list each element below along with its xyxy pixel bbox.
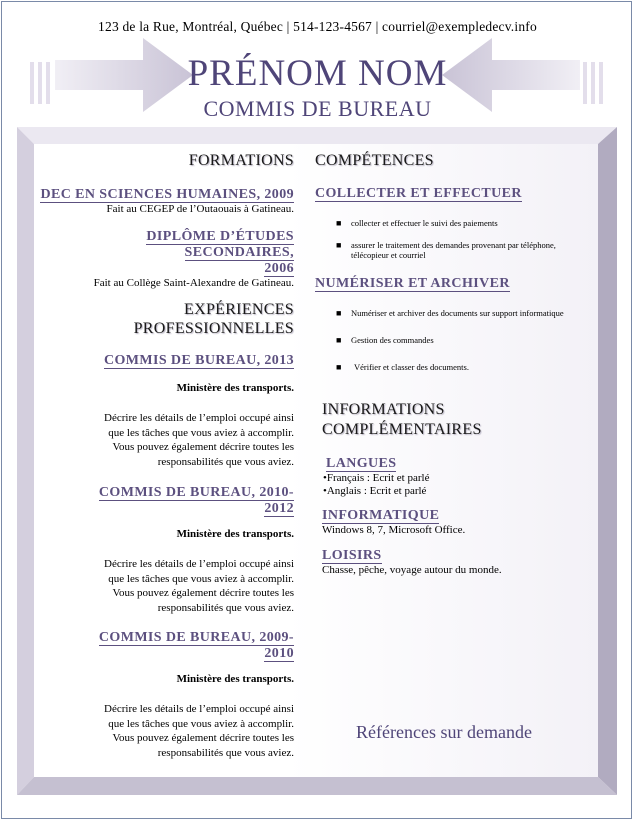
job-title: COMMIS DE BUREAU [203, 96, 432, 121]
skill-group-title: COLLECTER ET EFFECTUER [315, 186, 522, 201]
skill-group-title: NUMÉRISER ET ARCHIVER [315, 276, 510, 291]
job-entry [36, 485, 294, 615]
job-entry [36, 351, 294, 469]
bullet-icon: ■ [336, 240, 342, 250]
education-title: DEC EN SCIENCES HUMAINES, 2009 [40, 187, 294, 202]
skill-item: ■ collecter et effectuer le suivi des paiements [336, 218, 498, 228]
contact-line: 123 de la Rue, Montréal, Québec | 514-123-4567 | courriel@exempledecv.info [98, 19, 537, 34]
languages-title: LANGUES [326, 456, 397, 471]
skill-list [315, 218, 585, 260]
skill-list [315, 308, 585, 372]
it-section [322, 506, 585, 537]
job-description: Décrire les détails de l’emploi occupé ainsi que les tâches que vous aviez à accomplir. Vous pouvez également décrire toutes les responsabilités que vous aviez. [104, 558, 294, 614]
experience-heading: EXPÉRIENCES PROFESSIONNELLES [133, 301, 294, 337]
job-entry [36, 630, 294, 760]
bullet-icon: ■ [336, 362, 342, 372]
bullet-icon: ■ [336, 308, 342, 318]
left-column [36, 150, 294, 760]
it-text: Windows 8, 7, Microsoft Office. [322, 524, 466, 536]
skill-item: ■ Gestion des commandes [336, 335, 434, 345]
languages-section [323, 454, 585, 498]
job-description: Décrire les détails de l’emploi occupé ainsi que les tâches que vous aviez à accomplir. Vous pouvez également décrire toutes les responsabilités que vous aviez. [104, 703, 294, 759]
skill-item: ■ Vérifier et classer des documents. [336, 362, 469, 372]
right-column [315, 150, 585, 577]
job-title: COMMIS DE BUREAU, 2010- 2012 [98, 485, 294, 516]
references-note: Références sur demande [356, 722, 532, 742]
job-title: COMMIS DE BUREAU, 2009- 2010 [98, 630, 294, 661]
skill-group [315, 184, 585, 260]
it-title: INFORMATIQUE [322, 508, 440, 523]
hobbies-title: LOISIRS [322, 548, 382, 563]
education-detail: Fait au Collège Saint-Alexandre de Gatineau. [93, 277, 294, 289]
bullet-icon: ■ [336, 335, 342, 345]
education-entry [36, 185, 294, 216]
candidate-name: PRÉNOM NOM [187, 53, 448, 94]
formations-heading: FORMATIONS [188, 152, 294, 169]
language-item: •Anglais : Ecrit et parlé [323, 485, 427, 497]
job-employer: Ministère des transports. [176, 382, 294, 394]
info-heading: INFORMATIONS COMPLÉMENTAIRES [322, 401, 482, 438]
skill-item: ■ assurer le traitement des demandes provenant par téléphone, télécopieur et courriel [336, 240, 556, 260]
education-detail: Fait au CEGEP de l’Outaouais à Gatineau. [106, 203, 294, 215]
skill-group [315, 274, 585, 372]
education-title: DIPLÔME D’ÉTUDES SECONDAIRES, 2006 [146, 229, 294, 276]
job-description: Décrire les détails de l’emploi occupé ainsi que les tâches que vous aviez à accomplir. Vous pouvez également décrire toutes les responsabilités que vous aviez. [104, 412, 294, 468]
job-title: COMMIS DE BUREAU, 2013 [103, 353, 294, 368]
job-employer: Ministère des transports. [176, 528, 294, 540]
skill-item: ■ Numériser et archiver des documents sur support informatique [336, 308, 564, 318]
hobbies-section [322, 546, 585, 577]
bullet-icon: ■ [336, 218, 342, 228]
job-employer: Ministère des transports. [176, 673, 294, 685]
education-entry [36, 229, 294, 290]
skills-heading: COMPÉTENCES [315, 152, 434, 169]
language-item: •Français : Ecrit et parlé [323, 472, 430, 484]
hobbies-text: Chasse, pêche, voyage autour du monde. [322, 564, 502, 576]
